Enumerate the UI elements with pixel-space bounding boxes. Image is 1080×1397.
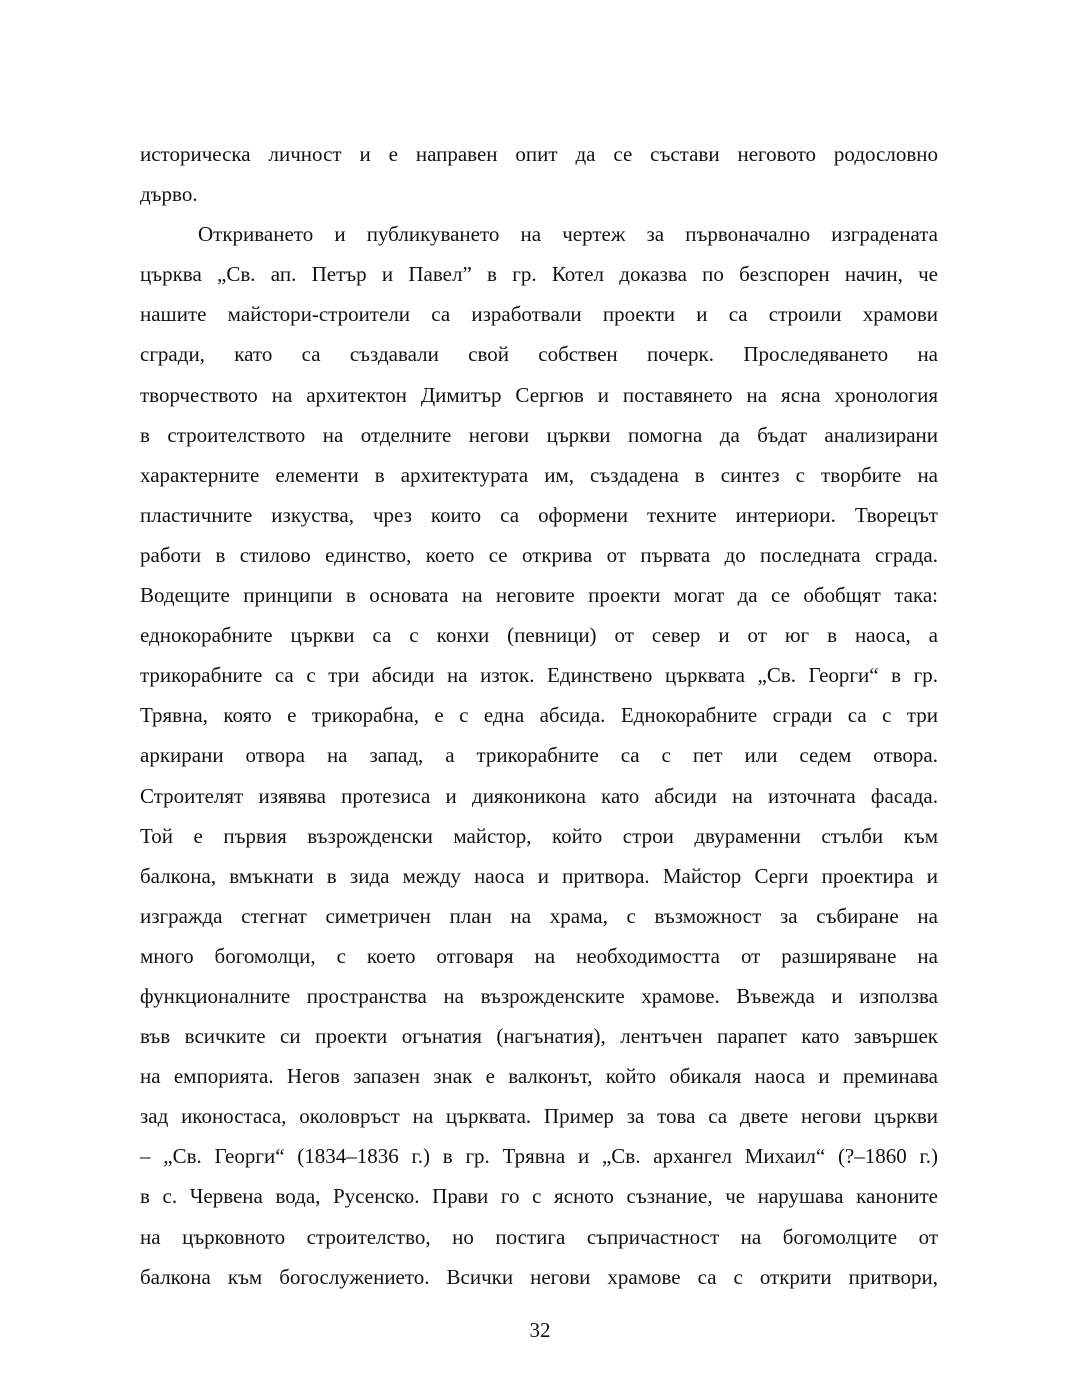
text-line: – „Св. Георги“ (1834–1836 г.) в гр. Трявна и „Св. архангел Михаил“ (?–1860 г.) <box>140 1144 938 1169</box>
text-line: балкона, вмъкнати в зида между наоса и притвора. Майстор Серги проектира и <box>140 863 938 888</box>
text-line: Трявна, която е трикорабна, е с една абсида. Еднокорабните сгради са с три <box>140 703 938 728</box>
text-line: зад иконостаса, околовръст на църквата. Пример за това са двете негови църкви <box>140 1104 938 1129</box>
text-line: Откриването и публикуването на чертеж за първоначално изградената <box>198 222 938 247</box>
text-line: функционалните пространства на възрожденските храмове. Въвежда и използва <box>140 983 938 1008</box>
text-line: аркирани отвора на запад, а трикорабните са с пет или седем отвора. <box>140 743 938 768</box>
text-line: много богомолци, с което отговаря на необходимостта от разширяване на <box>140 943 938 968</box>
text-line: работи в стилово единство, което се открива от първата до последната сграда. <box>140 542 938 567</box>
text-line: еднокорабните църкви са с конхи (певници) от север и от юг в наоса, а <box>140 623 938 648</box>
text-line: пластичните изкуства, чрез които са оформени техните интериори. Творецът <box>140 502 938 527</box>
text-line: нашите майстори-строители са изработвали проекти и са строили храмови <box>140 302 938 327</box>
text-line: сгради, като са създавали свой собствен почерк. Проследяването на <box>140 342 938 367</box>
text-line: балкона към богослужението. Всички негови храмове са с открити притвори, <box>140 1264 938 1289</box>
text-line: в с. Червена вода, Русенско. Прави го с ясното съзнание, че нарушава каноните <box>140 1184 938 1209</box>
text-line: на църковното строителство, но постига съпричастност на богомолците от <box>140 1224 938 1249</box>
text-line: във всичките си проекти огънатия (нагънатия), лентъчен парапет като завършек <box>140 1024 938 1049</box>
text-line: дърво. <box>140 182 198 207</box>
text-line: историческа личност и е направен опит да се състави неговото родословно <box>140 142 938 166</box>
text-line: Той е първия възрожденски майстор, който строи двураменни стълби към <box>140 823 938 848</box>
text-line: творчеството на архитектон Димитър Сергюв и поставянето на ясна хронология <box>140 382 938 407</box>
text-line: изгражда стегнат симетричен план на храма, с възможност за събиране на <box>140 903 938 928</box>
body-text <box>140 134 938 1297</box>
text-line: църква „Св. ап. Петър и Павел” в гр. Котел доказва по безспорен начин, че <box>140 262 938 287</box>
text-line: характерните елементи в архитектурата им, създадена в синтез с творбите на <box>140 462 938 487</box>
text-line: на емпорията. Негов запазен знак е валконът, който обикаля наоса и преминава <box>140 1064 938 1089</box>
text-line: Строителят изявява протезиса и дияконикона като абсиди на източната фасада. <box>140 783 938 808</box>
text-line: в строителството на отделните негови църкви помогна да бъдат анализирани <box>140 422 938 447</box>
page-number: 32 <box>529 1318 551 1342</box>
text-line: Водещите принципи в основата на неговите проекти могат да се обобщят така: <box>140 583 938 608</box>
text-line: трикорабните са с три абсиди на изток. Единствено църквата „Св. Георги“ в гр. <box>140 663 938 688</box>
